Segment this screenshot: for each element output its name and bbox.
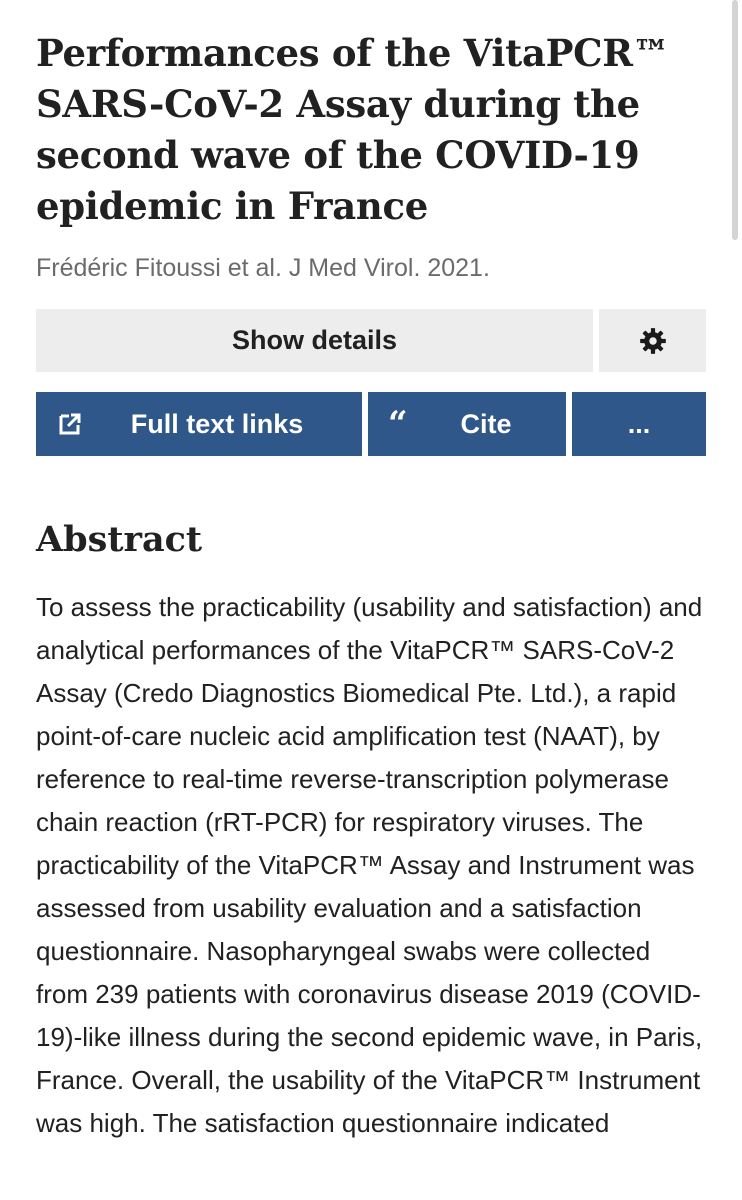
quote-icon: “ bbox=[388, 404, 408, 444]
cite-button[interactable] bbox=[368, 392, 566, 456]
article-title: Performances of the VitaPCR™ SARS-CoV-2 Assay during the second wave of the COVID-19 epidemic in France bbox=[36, 31, 670, 228]
gear-icon bbox=[639, 327, 667, 355]
more-actions-label: ... bbox=[627, 408, 651, 439]
more-actions-button[interactable] bbox=[572, 392, 706, 456]
scrollbar[interactable] bbox=[732, 0, 738, 240]
abstract-heading: Abstract bbox=[36, 519, 203, 560]
full-text-links-label: Full text links bbox=[130, 408, 304, 439]
show-details-button[interactable] bbox=[36, 309, 593, 372]
external-link-icon bbox=[58, 412, 82, 436]
show-details-label: Show details bbox=[231, 325, 398, 355]
settings-button[interactable] bbox=[599, 309, 706, 372]
abstract-text: To assess the practicability (usability and satisfaction) and analytical performances of the VitaPCR™ SARS-CoV-2 Assay (Credo Diagnostics Biomedical Pte. Ltd.), a rapid point-of-care nucleic acid amplification test (NAAT), by reference to real-time reverse-transcription polymerase chain reaction (rRT-PCR) for respiratory viruses. The practicability of the VitaPCR™ Assay and Instrument was assessed from usability evaluation and a satisfaction questionnaire. Nasopharyngeal swabs were collected from 239 patients with coronavirus disease 2019 (COVID-19)-like illness during the second epidemic wave, in Paris, France. Overall, the usability of the VitaPCR™ Instrument was high. The satisfaction questionnaire indicated bbox=[36, 592, 703, 1138]
full-text-links-button[interactable] bbox=[36, 392, 362, 456]
cite-label: Cite bbox=[460, 408, 512, 439]
article-citation: Frédéric Fitoussi et al. J Med Virol. 2021. bbox=[36, 254, 490, 282]
